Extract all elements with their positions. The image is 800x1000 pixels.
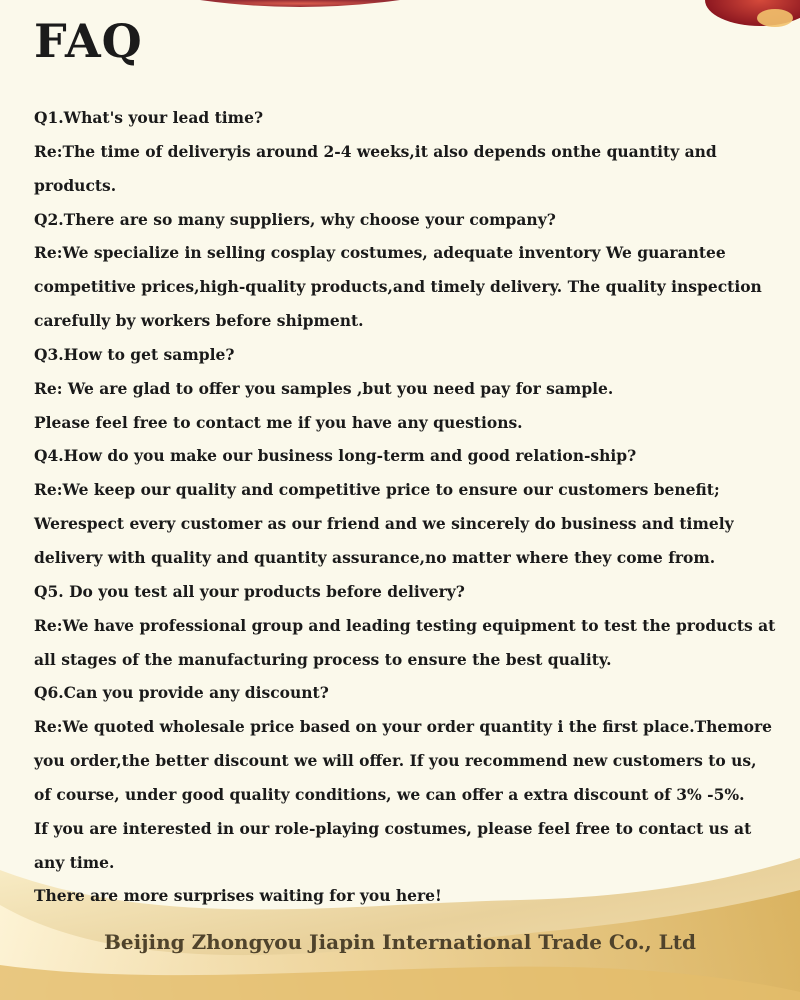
faq-line: Please feel free to contact me if you have any questions. xyxy=(34,412,523,432)
faq-line: Q1.What's your lead time? xyxy=(34,108,264,127)
faq-line: Q4.How do you make our business long-term and good relation-ship? xyxy=(34,446,637,466)
faq-line: all stages of the manufacturing process to ensure the best quality. xyxy=(34,649,612,669)
faq-line: Re:We keep our quality and competitive price to ensure our customers benefit; xyxy=(34,480,720,500)
faq-line: of course, under good quality conditions, we can offer a extra discount of 3% -5%. xyxy=(34,784,745,804)
faq-line: Q5. Do you test all your products before delivery? xyxy=(34,581,465,601)
faq-line: Re:The time of deliveryis around 2-4 weeks,it also depends onthe quantity and xyxy=(34,141,717,161)
faq-line: Q6.Can you provide any discount? xyxy=(34,683,329,703)
faq-line: competitive prices,high-quality products,and timely delivery. The quality inspection xyxy=(34,277,762,297)
faq-line: Re: We are glad to offer you samples ,but you need pay for sample. xyxy=(34,378,614,398)
faq-line: you order,the better discount we will offer. If you recommend new customers to us, xyxy=(34,751,757,771)
faq-line: There are more surprises waiting for you here! xyxy=(34,886,442,906)
faq-line: carefully by workers before shipment. xyxy=(34,311,364,331)
faq-line: Re:We specialize in selling cosplay costumes, adequate inventory We guarantee xyxy=(34,243,726,263)
faq-line: If you are interested in our role-playing costumes, please feel free to contact us at xyxy=(34,818,752,838)
faq-line: delivery with quality and quantity assurance,no matter where they come from. xyxy=(34,547,716,567)
faq-list xyxy=(34,101,784,913)
page-title: FAQ xyxy=(34,14,143,68)
faq-line: Werespect every customer as our friend and we sincerely do business and timely xyxy=(34,514,734,534)
faq-line: Q3.How to get sample? xyxy=(34,344,235,364)
faq-line: any time. xyxy=(34,852,115,872)
faq-line: Re:We have professional group and leading testing equipment to test the products at xyxy=(34,615,776,635)
faq-line: Q2.There are so many suppliers, why choose your company? xyxy=(34,209,556,229)
faq-line: products. xyxy=(34,175,117,195)
company-name: Beijing Zhongyou Jiapin International Trade Co., Ltd xyxy=(104,930,696,954)
faq-line: Re:We quoted wholesale price based on your order quantity i the first place.Themore xyxy=(34,717,773,737)
